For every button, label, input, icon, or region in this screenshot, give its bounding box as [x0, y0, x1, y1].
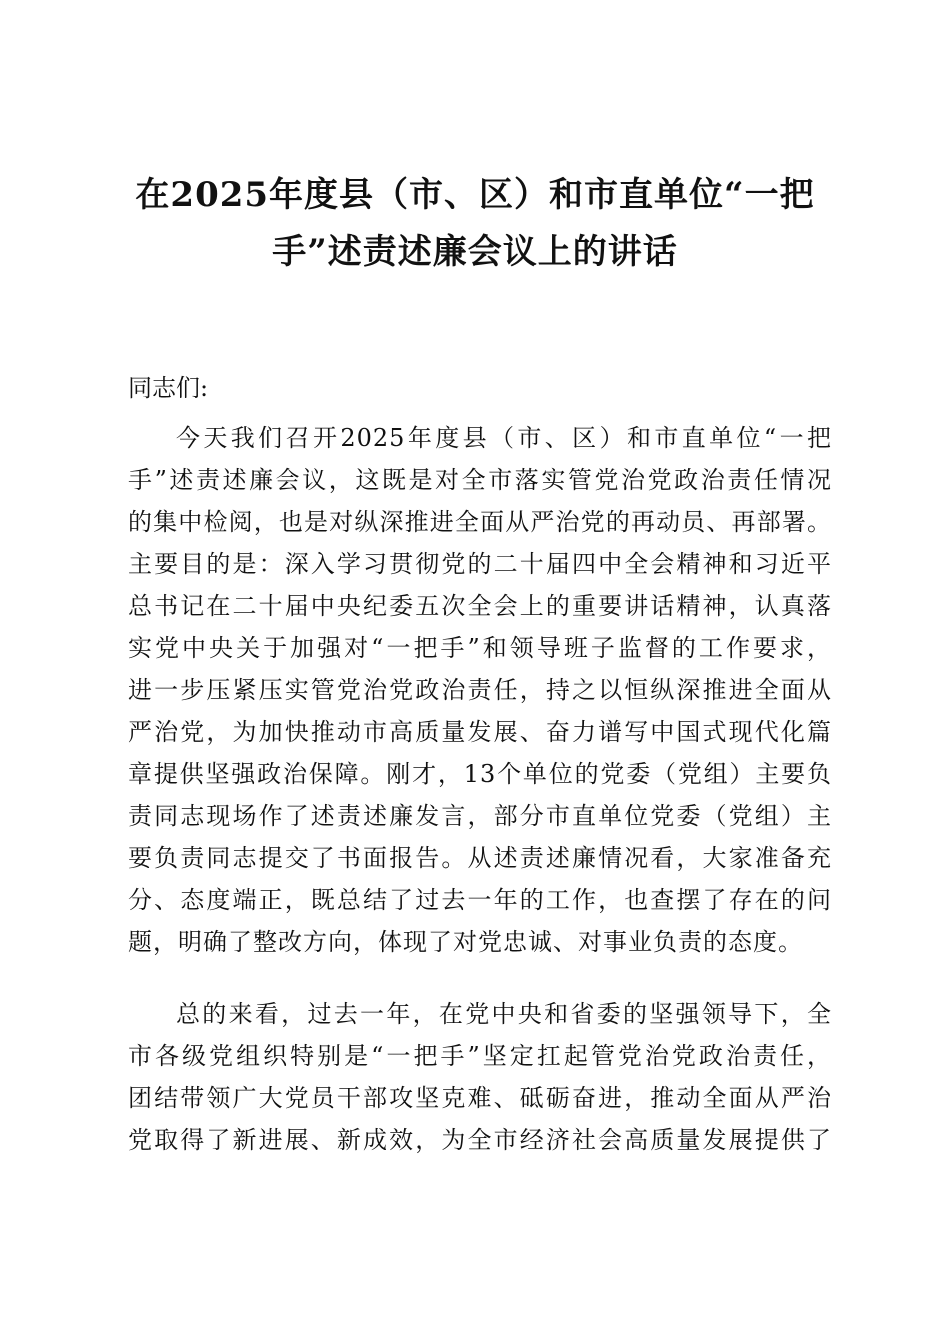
document-title-line-1: 在2025年度县（市、区）和市直单位“一把 — [135, 175, 815, 215]
paragraph-1-line: 今天我们召开2025年度县（市、区）和市直单位“一把 — [176, 424, 832, 452]
paragraph-1-line: 进一步压紧压实管党治党政治责任，持之以恒纵深推进全面从 — [128, 676, 832, 704]
paragraph-2-line: 总的来看，过去一年，在党中央和省委的坚强领导下，全 — [176, 1000, 832, 1028]
paragraph-2-line: 团结带领广大党员干部攻坚克难、砥砺奋进，推动全面从严治 — [128, 1084, 832, 1112]
salutation: 同志们: — [128, 374, 209, 402]
paragraph-1-line: 主要目的是：深入学习贯彻党的二十届四中全会精神和习近平 — [128, 550, 832, 578]
paragraph-1-line: 责同志现场作了述责述廉发言，部分市直单位党委（党组）主 — [128, 802, 832, 830]
paragraph-2-line: 党取得了新进展、新成效，为全市经济社会高质量发展提供了 — [128, 1126, 832, 1154]
paragraph-2-line: 市各级党组织特别是“一把手”坚定扛起管党治党政治责任， — [128, 1042, 832, 1070]
paragraph-1-line: 的集中检阅，也是对纵深推进全面从严治党的再动员、再部署。 — [128, 508, 832, 536]
paragraph-1-line: 实党中央关于加强对“一把手”和领导班子监督的工作要求， — [128, 634, 832, 662]
paragraph-1-line: 题，明确了整改方向，体现了对党忠诚、对事业负责的态度。 — [128, 928, 803, 956]
document-title-line-2: 手”述责述廉会议上的讲话 — [272, 232, 678, 272]
paragraph-1-line: 手”述责述廉会议，这既是对全市落实管党治党政治责任情况 — [128, 466, 832, 494]
paragraph-1-line: 总书记在二十届中央纪委五次全会上的重要讲话精神，认真落 — [128, 592, 832, 620]
paragraph-1-line: 分、态度端正，既总结了过去一年的工作，也查摆了存在的问 — [128, 886, 832, 914]
paragraph-1-line: 严治党，为加快推动市高质量发展、奋力谱写中国式现代化篇 — [128, 718, 832, 746]
paragraph-1-line: 章提供坚强政治保障。刚才，13个单位的党委（党组）主要负 — [128, 760, 832, 788]
paragraph-1-line: 要负责同志提交了书面报告。从述责述廉情况看，大家准备充 — [128, 844, 832, 872]
